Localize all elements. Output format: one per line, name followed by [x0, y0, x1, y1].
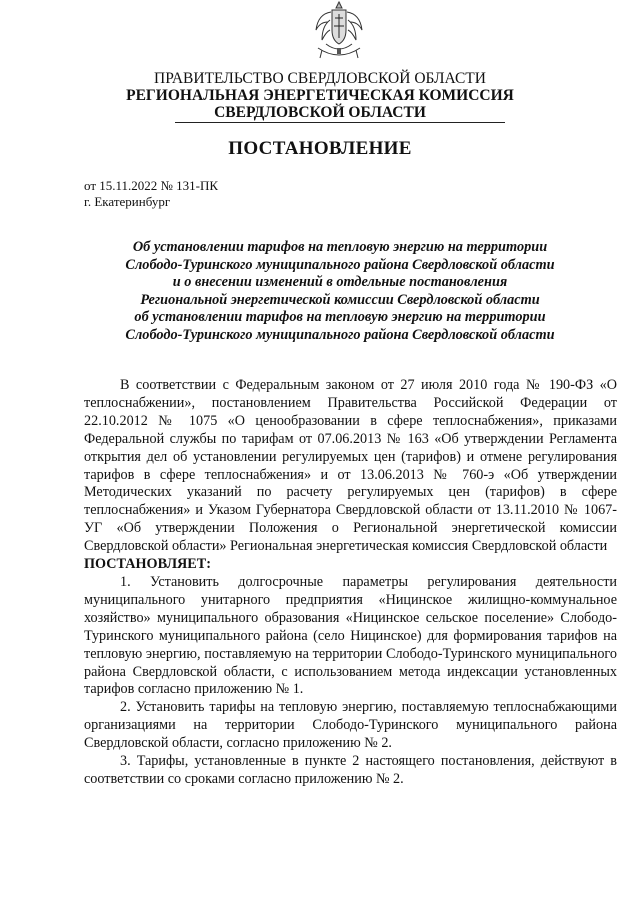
subject-line: Слободо-Туринского муниципального района Свердловской области: [125, 256, 555, 273]
subject-line: и о внесении изменений в отдельные постановления: [172, 274, 508, 290]
document-type-title: ПОСТАНОВЛЕНИЕ: [228, 138, 412, 159]
document-date-number: от 15.11.2022 № 131-ПК: [84, 178, 219, 193]
government-name: ПРАВИТЕЛЬСТВО СВЕРДЛОВСКОЙ ОБЛАСТИ: [154, 70, 486, 87]
decree-item-2: 2. Установить тарифы на тепловую энергию, поставляемую теплоснабжающими организациями на территории Слободо-Туринского муниципального района Свердловской области, согласно приложению № 2.: [84, 699, 617, 752]
decree-item-3: 3. Тарифы, установленные в пункте 2 настоящего постановления, действуют в соответствии со сроками согласно приложению № 2.: [84, 753, 617, 787]
commission-name: РЕГИОНАЛЬНАЯ ЭНЕРГЕТИЧЕСКАЯ КОМИССИЯ: [126, 87, 514, 104]
decree-item-1: 1. Установить долгосрочные параметры регулирования деятельности муниципального унитарного предприятия «Ницинское жилищно-коммунальное хозяйство» муниципального образования «Ницинское сельское поселение» Слободо-Туринского муниципального района (село Ницинское) для формирования тарифов на тепловую энергию, поставляемую на территории Слободо-Туринского муниципального района Свердловской области, с использованием метода индексации установленных тарифов согласно приложению № 1.: [84, 573, 617, 698]
document-body: [84, 377, 617, 789]
region-name: СВЕРДЛОВСКОЙ ОБЛАСТИ: [214, 104, 426, 121]
subject-line: об установлении тарифов на тепловую энергию на территории: [134, 309, 546, 325]
header-divider: [175, 122, 505, 123]
preamble-paragraph: В соответствии с Федеральным законом от 27 июля 2010 года № 190-ФЗ «О теплоснабжении», постановлением Правительства Российской Федерации от 22.10.2012 № 1075 «О ценообразовании в сфере теплоснабжения», приказами Федеральной службы по тарифам от 07.06.2013 № 163 «Об утверждении Регламента открытия дел об установлении регулируемых цен (тарифов) и отмене регулирования тарифов в сфере теплоснабжения» и от 13.06.2013 № 760-э «Об утверждении Методических указаний по расчету регулируемых цен (тарифов) в сфере теплоснабжения» и Указом Губернатора Свердловской области от 13.11.2010 № 1067-УГ «Об утверждении Положения о Региональной энергетической комиссии Свердловской области» Региональная энергетическая комиссия Свердловской области: [84, 377, 617, 555]
subject-line: Об установлении тарифов на тепловую энергию на территории: [132, 239, 548, 255]
document-subject: [80, 239, 600, 344]
decree-heading: ПОСТАНОВЛЯЕТ:: [84, 556, 211, 573]
subject-line: Слободо-Туринского муниципального района Свердловской области: [125, 326, 555, 343]
subject-line: Региональной энергетической комиссии Свердловской области: [140, 291, 540, 308]
document-city: г. Екатеринбург: [84, 194, 171, 209]
coat-of-arms-emblem: [296, 0, 382, 64]
